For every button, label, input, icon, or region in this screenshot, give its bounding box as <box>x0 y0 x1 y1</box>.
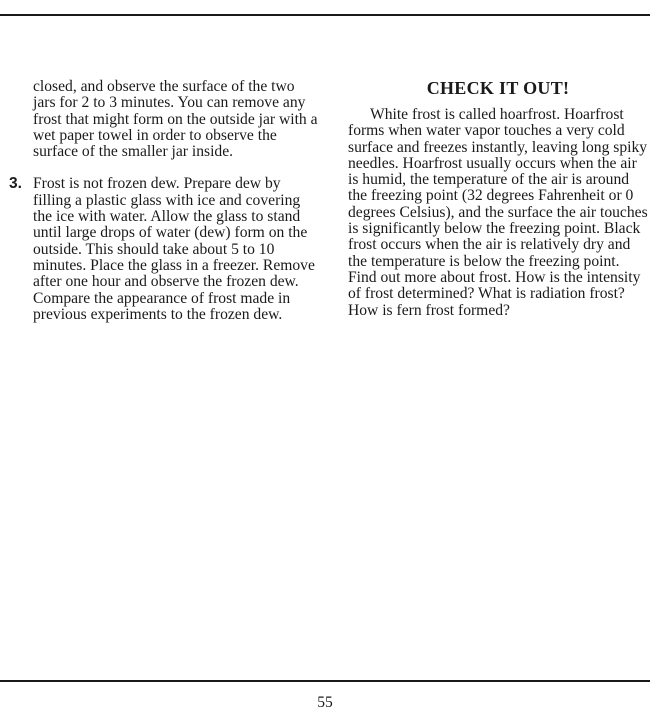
left-column <box>9 78 320 323</box>
continued-paragraph: closed, and observe the surface of the two jars for 2 to 3 minutes. You can remove any frost that might form on the outside jar with a wet paper towel in order to observe the surface of the smaller jar inside. <box>33 78 318 161</box>
bottom-rule <box>0 680 650 682</box>
check-it-out-paragraph: White frost is called hoarfrost. Hoarfrost forms when water vapor touches a very cold surface and freezes instantly, leaving long spiky needles. Hoarfrost usually occurs when the air is humid, the temperature of the air is around the freezing point (32 degrees Fahrenheit or 0 degrees Celsius), and the surface the air touches is significantly below the freezing point. Black frost occurs when the air is relatively dry and the temperature is below the freezing point. Find out more about frost. How is the intensity of frost determined? What is radiation frost? How is fern frost formed? <box>348 106 648 319</box>
top-rule <box>0 14 650 16</box>
page-number: 55 <box>317 694 333 711</box>
section-heading: CHECK IT OUT! <box>426 78 570 98</box>
step-number: 3. <box>9 175 22 193</box>
numbered-step-3 <box>9 175 320 323</box>
step-text: Frost is not frozen dew. Prepare dew by filling a plastic glass with ice and covering the ice with water. Allow the glass to stand until large drops of water (dew) form on the outside. This should take about 5 to 10 minutes. Place the glass in a freezer. Remove after one hour and observe the frozen dew. Compare the appearance of frost made in previous experiments to the frozen dew. <box>33 175 315 323</box>
right-column <box>348 79 648 319</box>
